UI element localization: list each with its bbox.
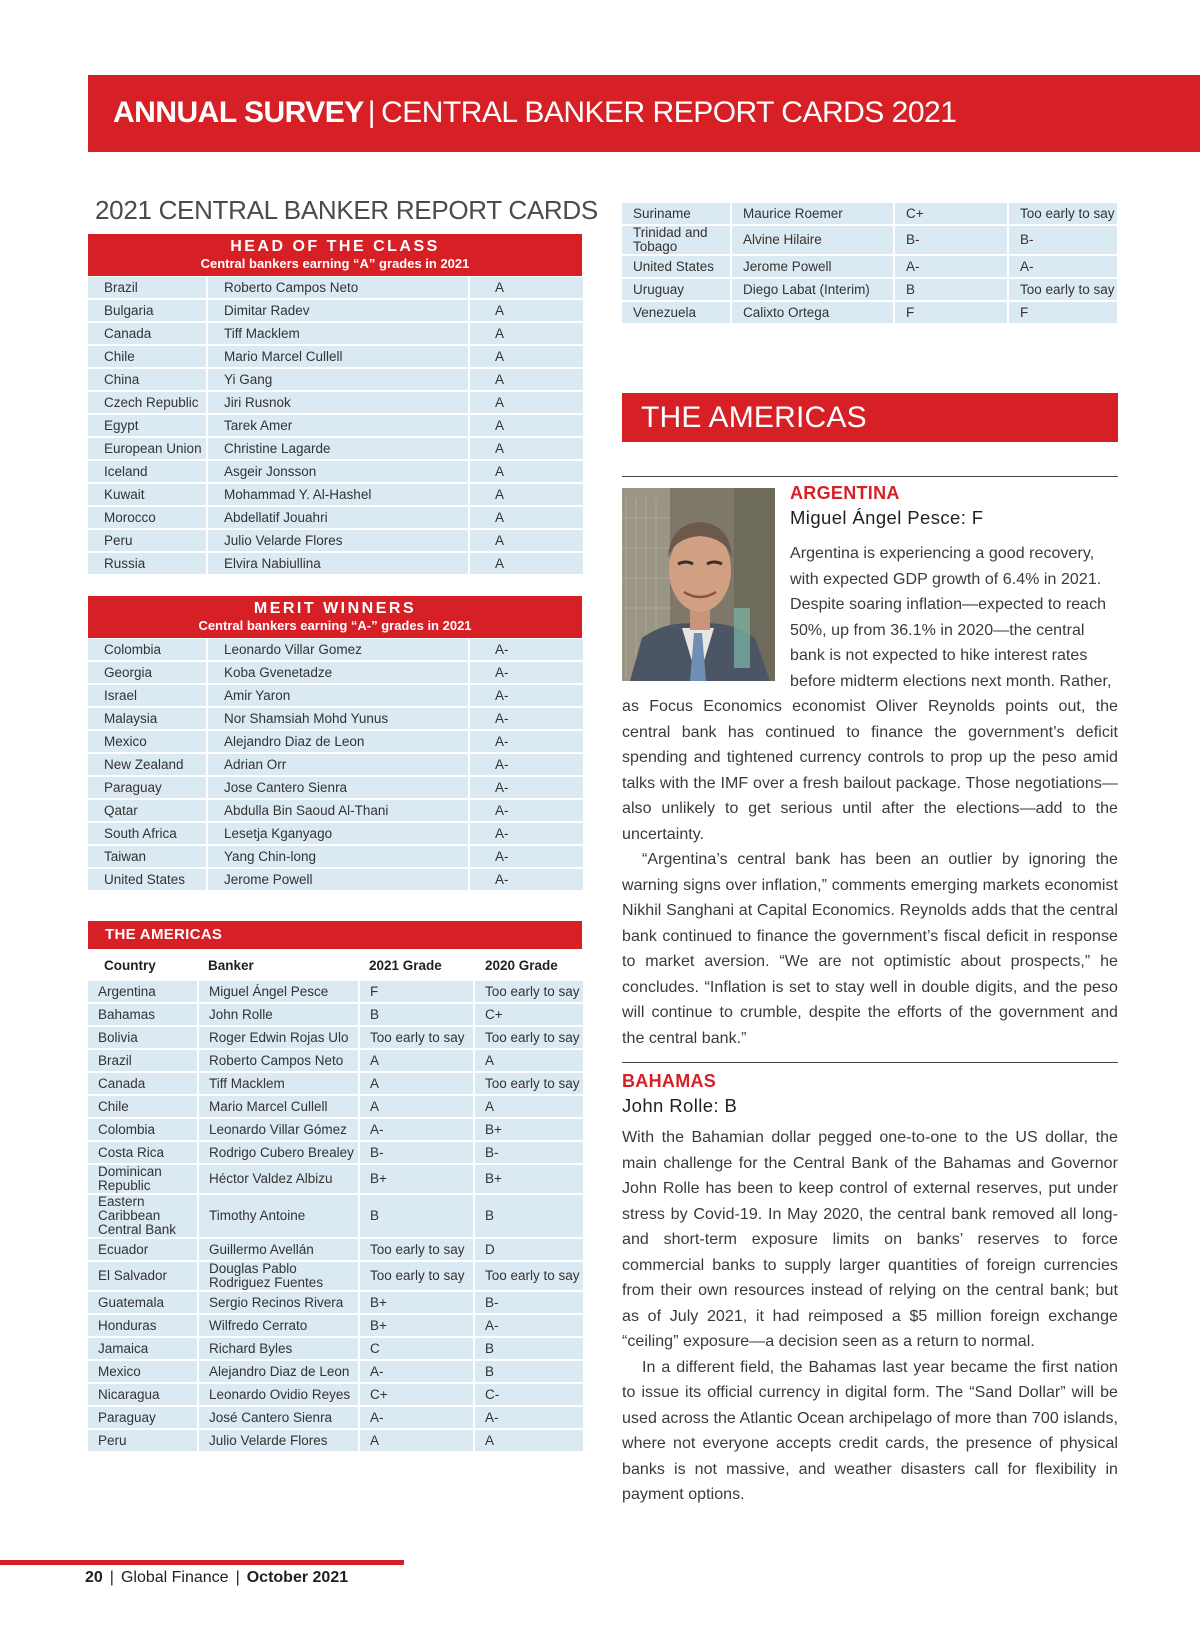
banker-cell: Yang Chin-long (207, 845, 469, 868)
table-row (88, 552, 584, 575)
grade-2021-cell: Too early to say (359, 1238, 474, 1261)
argentina-heading: ARGENTINA (790, 483, 900, 503)
grade-cell: A- (469, 707, 584, 730)
americas-table-body (88, 981, 584, 1452)
grade-2021-cell: C+ (359, 1383, 474, 1406)
banker-cell: Héctor Valdez Albizu (198, 1164, 359, 1194)
table-row (88, 277, 584, 299)
merit-winners-body (88, 639, 584, 891)
banker-cell: Julio Velarde Flores (198, 1429, 359, 1452)
table-row (622, 203, 1118, 225)
table-row (88, 981, 584, 1003)
grade-2020-cell: Too early to say (474, 1261, 584, 1291)
grade-2021-cell: B+ (359, 1164, 474, 1194)
country-cell: Colombia (88, 1118, 198, 1141)
grade-cell: A (469, 529, 584, 552)
banker-cell: Adrian Orr (207, 753, 469, 776)
divider (622, 1062, 1118, 1063)
grade-2021-cell: Too early to say (359, 1261, 474, 1291)
country-cell: Venezuela (622, 301, 731, 324)
country-cell: Dominican Republic (88, 1164, 198, 1194)
bahamas-body (622, 1125, 1118, 1508)
country-cell: Iceland (88, 460, 207, 483)
country-cell: South Africa (88, 822, 207, 845)
grade-2020-cell: B (474, 1360, 584, 1383)
table-row (88, 1118, 584, 1141)
banker-cell: Yi Gang (207, 368, 469, 391)
banker-cell: Leonardo Ovidio Reyes (198, 1383, 359, 1406)
country-cell: Peru (88, 1429, 198, 1452)
americas-table (88, 981, 585, 1453)
country-cell: Ecuador (88, 1238, 198, 1261)
country-cell: Brazil (88, 1049, 198, 1072)
banker-cell: José Cantero Sienra (198, 1406, 359, 1429)
country-cell: Paraguay (88, 1406, 198, 1429)
country-cell: Egypt (88, 414, 207, 437)
grade-2021-cell: C (359, 1337, 474, 1360)
banker-cell: Sergio Recinos Rivera (198, 1291, 359, 1314)
table-row (88, 1291, 584, 1314)
grade-2020-cell: B+ (474, 1164, 584, 1194)
table-row (622, 301, 1118, 324)
country-cell: Uruguay (622, 278, 731, 301)
bahamas-heading: BAHAMAS (622, 1071, 717, 1091)
grade-2020-cell: Too early to say (474, 981, 584, 1003)
country-cell: Eastern Caribbean Central Bank (88, 1194, 198, 1238)
country-cell: Taiwan (88, 845, 207, 868)
table-row (88, 460, 584, 483)
head-of-class-body (88, 277, 584, 575)
country-cell: Malaysia (88, 707, 207, 730)
grade-cell: A- (469, 639, 584, 661)
grade-2020-cell: A- (1008, 255, 1118, 278)
country-cell: Nicaragua (88, 1383, 198, 1406)
country-cell: Canada (88, 322, 207, 345)
grade-2020-cell: A (474, 1429, 584, 1452)
banker-cell: Calixto Ortega (731, 301, 894, 324)
country-cell: European Union (88, 437, 207, 460)
page-header (113, 96, 956, 130)
country-cell: Russia (88, 552, 207, 575)
table-row (88, 868, 584, 891)
banker-cell: Maurice Roemer (731, 203, 894, 225)
table-row (88, 776, 584, 799)
header-title: CENTRAL BANKER REPORT CARDS 2021 (381, 96, 957, 129)
country-cell: United States (88, 868, 207, 891)
argentina-body (622, 694, 1118, 1051)
table-row (88, 845, 584, 868)
grade-cell: A- (469, 661, 584, 684)
table-row (88, 822, 584, 845)
grade-2020-cell: C+ (474, 1003, 584, 1026)
banker-cell: Jiri Rusnok (207, 391, 469, 414)
banker-cell: Jerome Powell (207, 868, 469, 891)
grade-cell: A- (469, 799, 584, 822)
grade-2020-cell: B+ (474, 1118, 584, 1141)
table-row (88, 1383, 584, 1406)
wrap-line: Despite soaring inflation—expected to reach (790, 596, 1107, 613)
grade-cell: A (469, 506, 584, 529)
table-row (622, 278, 1118, 301)
banker-cell: Leonardo Villar Gómez (198, 1118, 359, 1141)
banker-cell: Koba Gvenetadze (207, 661, 469, 684)
head-of-class-table (88, 277, 585, 576)
argentina-banker: Miguel Ángel Pesce: F (790, 507, 984, 528)
divider (622, 476, 1118, 477)
table-row (88, 1164, 584, 1194)
grade-2021-cell: B- (359, 1141, 474, 1164)
grade-2021-cell: A (359, 1049, 474, 1072)
banker-cell: Roger Edwin Rojas Ulo (198, 1026, 359, 1049)
table-row (88, 1003, 584, 1026)
issue-date: October 2021 (246, 1569, 349, 1586)
country-cell: Czech Republic (88, 391, 207, 414)
banker-cell: Elvira Nabiullina (207, 552, 469, 575)
americas-table-columns (88, 950, 582, 980)
banker-cell: Rodrigo Cubero Brealey (198, 1141, 359, 1164)
grade-2020-cell: A (474, 1095, 584, 1118)
grade-cell: A- (469, 845, 584, 868)
table-row (88, 299, 584, 322)
country-cell: United States (622, 255, 731, 278)
table-row (88, 483, 584, 506)
grade-2020-cell: B- (474, 1141, 584, 1164)
grade-cell: A (469, 414, 584, 437)
grade-2020-cell: Too early to say (474, 1072, 584, 1095)
country-cell: New Zealand (88, 753, 207, 776)
table-row (88, 1141, 584, 1164)
grade-2020-cell: B- (474, 1291, 584, 1314)
table-row (88, 345, 584, 368)
grade-2020-cell: C- (474, 1383, 584, 1406)
banker-cell: Mario Marcel Cullell (207, 345, 469, 368)
americas-table-continued (622, 203, 1119, 325)
country-cell: Bahamas (88, 1003, 198, 1026)
bahamas-paragraph-2: In a different field, the Bahamas last year became the first nation to issue its official currency in digital form. The “Sand Dollar” will be used across the Atlantic Ocean archipelago of more than 700 islands, where not everyone accepts credit cards, the presence of physical banks is not massive, and weather disasters call for flexibility in payment options. (622, 1358, 1118, 1503)
grade-2021-cell: B (359, 1003, 474, 1026)
grade-cell: A (469, 483, 584, 506)
country-cell: Argentina (88, 981, 198, 1003)
banker-cell: Miguel Ángel Pesce (198, 981, 359, 1003)
country-cell: Paraguay (88, 776, 207, 799)
table-row (88, 753, 584, 776)
country-cell: Suriname (622, 203, 731, 225)
americas-table-title: THE AMERICAS (88, 921, 582, 949)
table-row (88, 1026, 584, 1049)
banker-cell: Wilfredo Cerrato (198, 1314, 359, 1337)
table-row (88, 707, 584, 730)
portrait-photo (622, 488, 775, 681)
banker-cell: Tarek Amer (207, 414, 469, 437)
table-row (88, 391, 584, 414)
grade-2020-cell: B (474, 1337, 584, 1360)
col-banker: Banker (208, 958, 254, 973)
banker-cell: Dimitar Radev (207, 299, 469, 322)
table-row (88, 1337, 584, 1360)
country-cell: Canada (88, 1072, 198, 1095)
grade-2021-cell: Too early to say (359, 1026, 474, 1049)
merit-winners-subtitle: Central bankers earning “A-” grades in 2021 (198, 618, 472, 633)
banker-cell: Mario Marcel Cullell (198, 1095, 359, 1118)
country-cell: Chile (88, 345, 207, 368)
table-row (88, 730, 584, 753)
table-row (88, 529, 584, 552)
portrait-illustration (622, 488, 775, 681)
banker-cell: Abdellatif Jouahri (207, 506, 469, 529)
grade-2021-cell: F (894, 301, 1008, 324)
country-cell: Chile (88, 1095, 198, 1118)
banker-cell: Jerome Powell (731, 255, 894, 278)
wrap-line: before midterm elections next month. Rather, (790, 672, 1112, 690)
country-cell: Kuwait (88, 483, 207, 506)
country-cell: El Salvador (88, 1261, 198, 1291)
banker-cell: Alejandro Diaz de Leon (207, 730, 469, 753)
grade-cell: A- (469, 822, 584, 845)
table-row (88, 322, 584, 345)
table-row (88, 1360, 584, 1383)
table-row (88, 1095, 584, 1118)
banker-cell: Nor Shamsiah Mohd Yunus (207, 707, 469, 730)
country-cell: Costa Rica (88, 1141, 198, 1164)
wrap-line: with expected GDP growth of 6.4% in 2021. (790, 570, 1102, 588)
grade-2020-cell: Too early to say (1008, 203, 1118, 225)
grade-2021-cell: A- (894, 255, 1008, 278)
grade-2021-cell: B+ (359, 1291, 474, 1314)
banker-cell: Diego Labat (Interim) (731, 278, 894, 301)
grade-2021-cell: B- (894, 225, 1008, 255)
banker-cell: Julio Velarde Flores (207, 529, 469, 552)
head-of-class-title: HEAD OF THE CLASS (230, 238, 440, 255)
header-separator: | (367, 96, 376, 129)
merit-winners-title: MERIT WINNERS (253, 600, 417, 617)
grade-cell: A (469, 299, 584, 322)
country-cell: Colombia (88, 639, 207, 661)
banker-cell: Abdulla Bin Saoud Al-Thani (207, 799, 469, 822)
grade-cell: A- (469, 753, 584, 776)
country-cell: China (88, 368, 207, 391)
grade-cell: A (469, 552, 584, 575)
head-of-class-subtitle: Central bankers earning “A” grades in 2021 (200, 256, 470, 271)
table-row (622, 225, 1118, 255)
table-row (88, 1238, 584, 1261)
argentina-wrap-text (790, 541, 1118, 694)
banker-cell: Alejandro Diaz de Leon (198, 1360, 359, 1383)
table-row (88, 684, 584, 707)
wrap-line: Argentina is experiencing a good recovery, (790, 545, 1095, 562)
banker-cell: Asgeir Jonsson (207, 460, 469, 483)
country-cell: Brazil (88, 277, 207, 299)
col-2021-grade: 2021 Grade (369, 958, 442, 973)
table-row (88, 368, 584, 391)
grade-cell: A- (469, 684, 584, 707)
table-row (88, 437, 584, 460)
country-cell: Georgia (88, 661, 207, 684)
table-row (88, 1429, 584, 1452)
country-cell: Jamaica (88, 1337, 198, 1360)
banker-cell: John Rolle (198, 1003, 359, 1026)
grade-2021-cell: B+ (359, 1314, 474, 1337)
banker-cell: Christine Lagarde (207, 437, 469, 460)
americas-continued-body (622, 203, 1118, 324)
footer-separator: | (109, 1569, 114, 1586)
country-cell: Bolivia (88, 1026, 198, 1049)
table-row (88, 1194, 584, 1238)
grade-2021-cell: A (359, 1072, 474, 1095)
wrap-line: 50%, up from 36.1% in 2020—the central (790, 621, 1085, 639)
banker-cell: Mohammad Y. Al-Hashel (207, 483, 469, 506)
table-row (622, 255, 1118, 278)
table-row (88, 1261, 584, 1291)
country-cell: Qatar (88, 799, 207, 822)
table-row (88, 1314, 584, 1337)
banker-cell: Leonardo Villar Gomez (207, 639, 469, 661)
table-row (88, 1406, 584, 1429)
head-of-class-header (88, 234, 582, 276)
bahamas-paragraph-1: With the Bahamian dollar pegged one-to-one to the US dollar, the main challenge for the Central Bank of the Bahamas and Governor John Rolle has been to keep control of external reserves, put under stress by Covid-19. In May 2020, the central bank removed all long- and short-term exposure limits on banks’ reserves to force commercial banks to supply larger quantities of foreign currencies from their own resources instead of relying on the central bank; but as of July 2021, it had reimposed a $5 million foreign exchange “ceiling” exposure—a decision seen as a return to normal. (622, 1129, 1118, 1350)
americas-section-title: THE AMERICAS (622, 393, 1118, 442)
grade-2020-cell: A- (474, 1406, 584, 1429)
banker-cell: Tiff Macklem (198, 1072, 359, 1095)
banker-cell: Richard Byles (198, 1337, 359, 1360)
country-cell: Mexico (88, 1360, 198, 1383)
banker-cell: Douglas Pablo Rodriguez Fuentes (198, 1261, 359, 1291)
col-2020-grade: 2020 Grade (485, 958, 558, 973)
banker-cell: Amir Yaron (207, 684, 469, 707)
bahamas-banker: John Rolle: B (622, 1095, 738, 1116)
merit-winners-header (88, 596, 582, 638)
grade-2020-cell: A- (474, 1314, 584, 1337)
report-cards-title: 2021 CENTRAL BANKER REPORT CARDS (95, 195, 598, 225)
grade-cell: A (469, 391, 584, 414)
table-row (88, 639, 584, 661)
grade-cell: A (469, 345, 584, 368)
argentina-paragraph-2: “Argentina’s central bank has been an outlier by ignoring the warning signs over inflation,” comments emerging markets economist Nikhil Sanghani at Capital Economics. Reynolds adds that the central bank continued to finance the government’s fiscal deficit in response to market aversion. “We are not optimistic about prospects,” he concludes. “Inflation is set to stay well in double digits, and the peso will continue to crumble, despite the efforts of the government and the central bank.” (622, 851, 1118, 1047)
page-number: 20 (85, 1569, 103, 1586)
banker-cell: Roberto Campos Neto (207, 277, 469, 299)
grade-2020-cell: B- (1008, 225, 1118, 255)
grade-2021-cell: B (894, 278, 1008, 301)
grade-2020-cell: D (474, 1238, 584, 1261)
country-cell: Mexico (88, 730, 207, 753)
grade-2020-cell: Too early to say (474, 1026, 584, 1049)
grade-2021-cell: A- (359, 1118, 474, 1141)
country-cell: Israel (88, 684, 207, 707)
grade-2021-cell: A- (359, 1406, 474, 1429)
wrap-line: bank is not expected to hike interest rates (790, 647, 1088, 664)
table-row (88, 1072, 584, 1095)
table-row (88, 661, 584, 684)
table-row (88, 799, 584, 822)
banker-cell: Timothy Antoine (198, 1194, 359, 1238)
argentina-paragraph-1: as Focus Economics economist Oliver Reynolds points out, the central bank has continued to finance the government’s deficit spending and tightened currency controls to prop up the peso amid talks with the IMF over a fresh bailout package. Those negotiations—also unlikely to get serious until after the elections—add to the uncertainty. (622, 698, 1118, 843)
grade-cell: A (469, 368, 584, 391)
grade-2020-cell: Too early to say (1008, 278, 1118, 301)
grade-cell: A (469, 322, 584, 345)
footer-separator: | (235, 1569, 240, 1586)
grade-2020-cell: F (1008, 301, 1118, 324)
grade-2020-cell: B (474, 1194, 584, 1238)
country-cell: Honduras (88, 1314, 198, 1337)
country-cell: Peru (88, 529, 207, 552)
banker-cell: Alvine Hilaire (731, 225, 894, 255)
publication-name: Global Finance (120, 1569, 229, 1586)
header-banner (88, 75, 1200, 152)
grade-cell: A- (469, 776, 584, 799)
grade-2021-cell: F (359, 981, 474, 1003)
grade-2021-cell: A (359, 1095, 474, 1118)
grade-2021-cell: B (359, 1194, 474, 1238)
table-row (88, 414, 584, 437)
grade-2021-cell: C+ (894, 203, 1008, 225)
country-cell: Morocco (88, 506, 207, 529)
grade-cell: A (469, 460, 584, 483)
grade-2021-cell: A- (359, 1360, 474, 1383)
footer-rule (0, 1560, 404, 1565)
merit-winners-table (88, 639, 585, 892)
grade-cell: A (469, 277, 584, 299)
grade-cell: A- (469, 868, 584, 891)
banker-cell: Roberto Campos Neto (198, 1049, 359, 1072)
grade-cell: A- (469, 730, 584, 753)
grade-cell: A (469, 437, 584, 460)
table-row (88, 506, 584, 529)
banker-cell: Tiff Macklem (207, 322, 469, 345)
country-cell: Guatemala (88, 1291, 198, 1314)
banker-cell: Guillermo Avellán (198, 1238, 359, 1261)
header-survey-label: ANNUAL SURVEY (113, 96, 364, 129)
table-row (88, 1049, 584, 1072)
banker-cell: Lesetja Kganyago (207, 822, 469, 845)
banker-cell: Jose Cantero Sienra (207, 776, 469, 799)
col-country: Country (104, 958, 156, 973)
country-cell: Bulgaria (88, 299, 207, 322)
grade-2020-cell: A (474, 1049, 584, 1072)
grade-2021-cell: A (359, 1429, 474, 1452)
country-cell: Trinidad and Tobago (622, 225, 731, 255)
page-footer (85, 1569, 348, 1587)
